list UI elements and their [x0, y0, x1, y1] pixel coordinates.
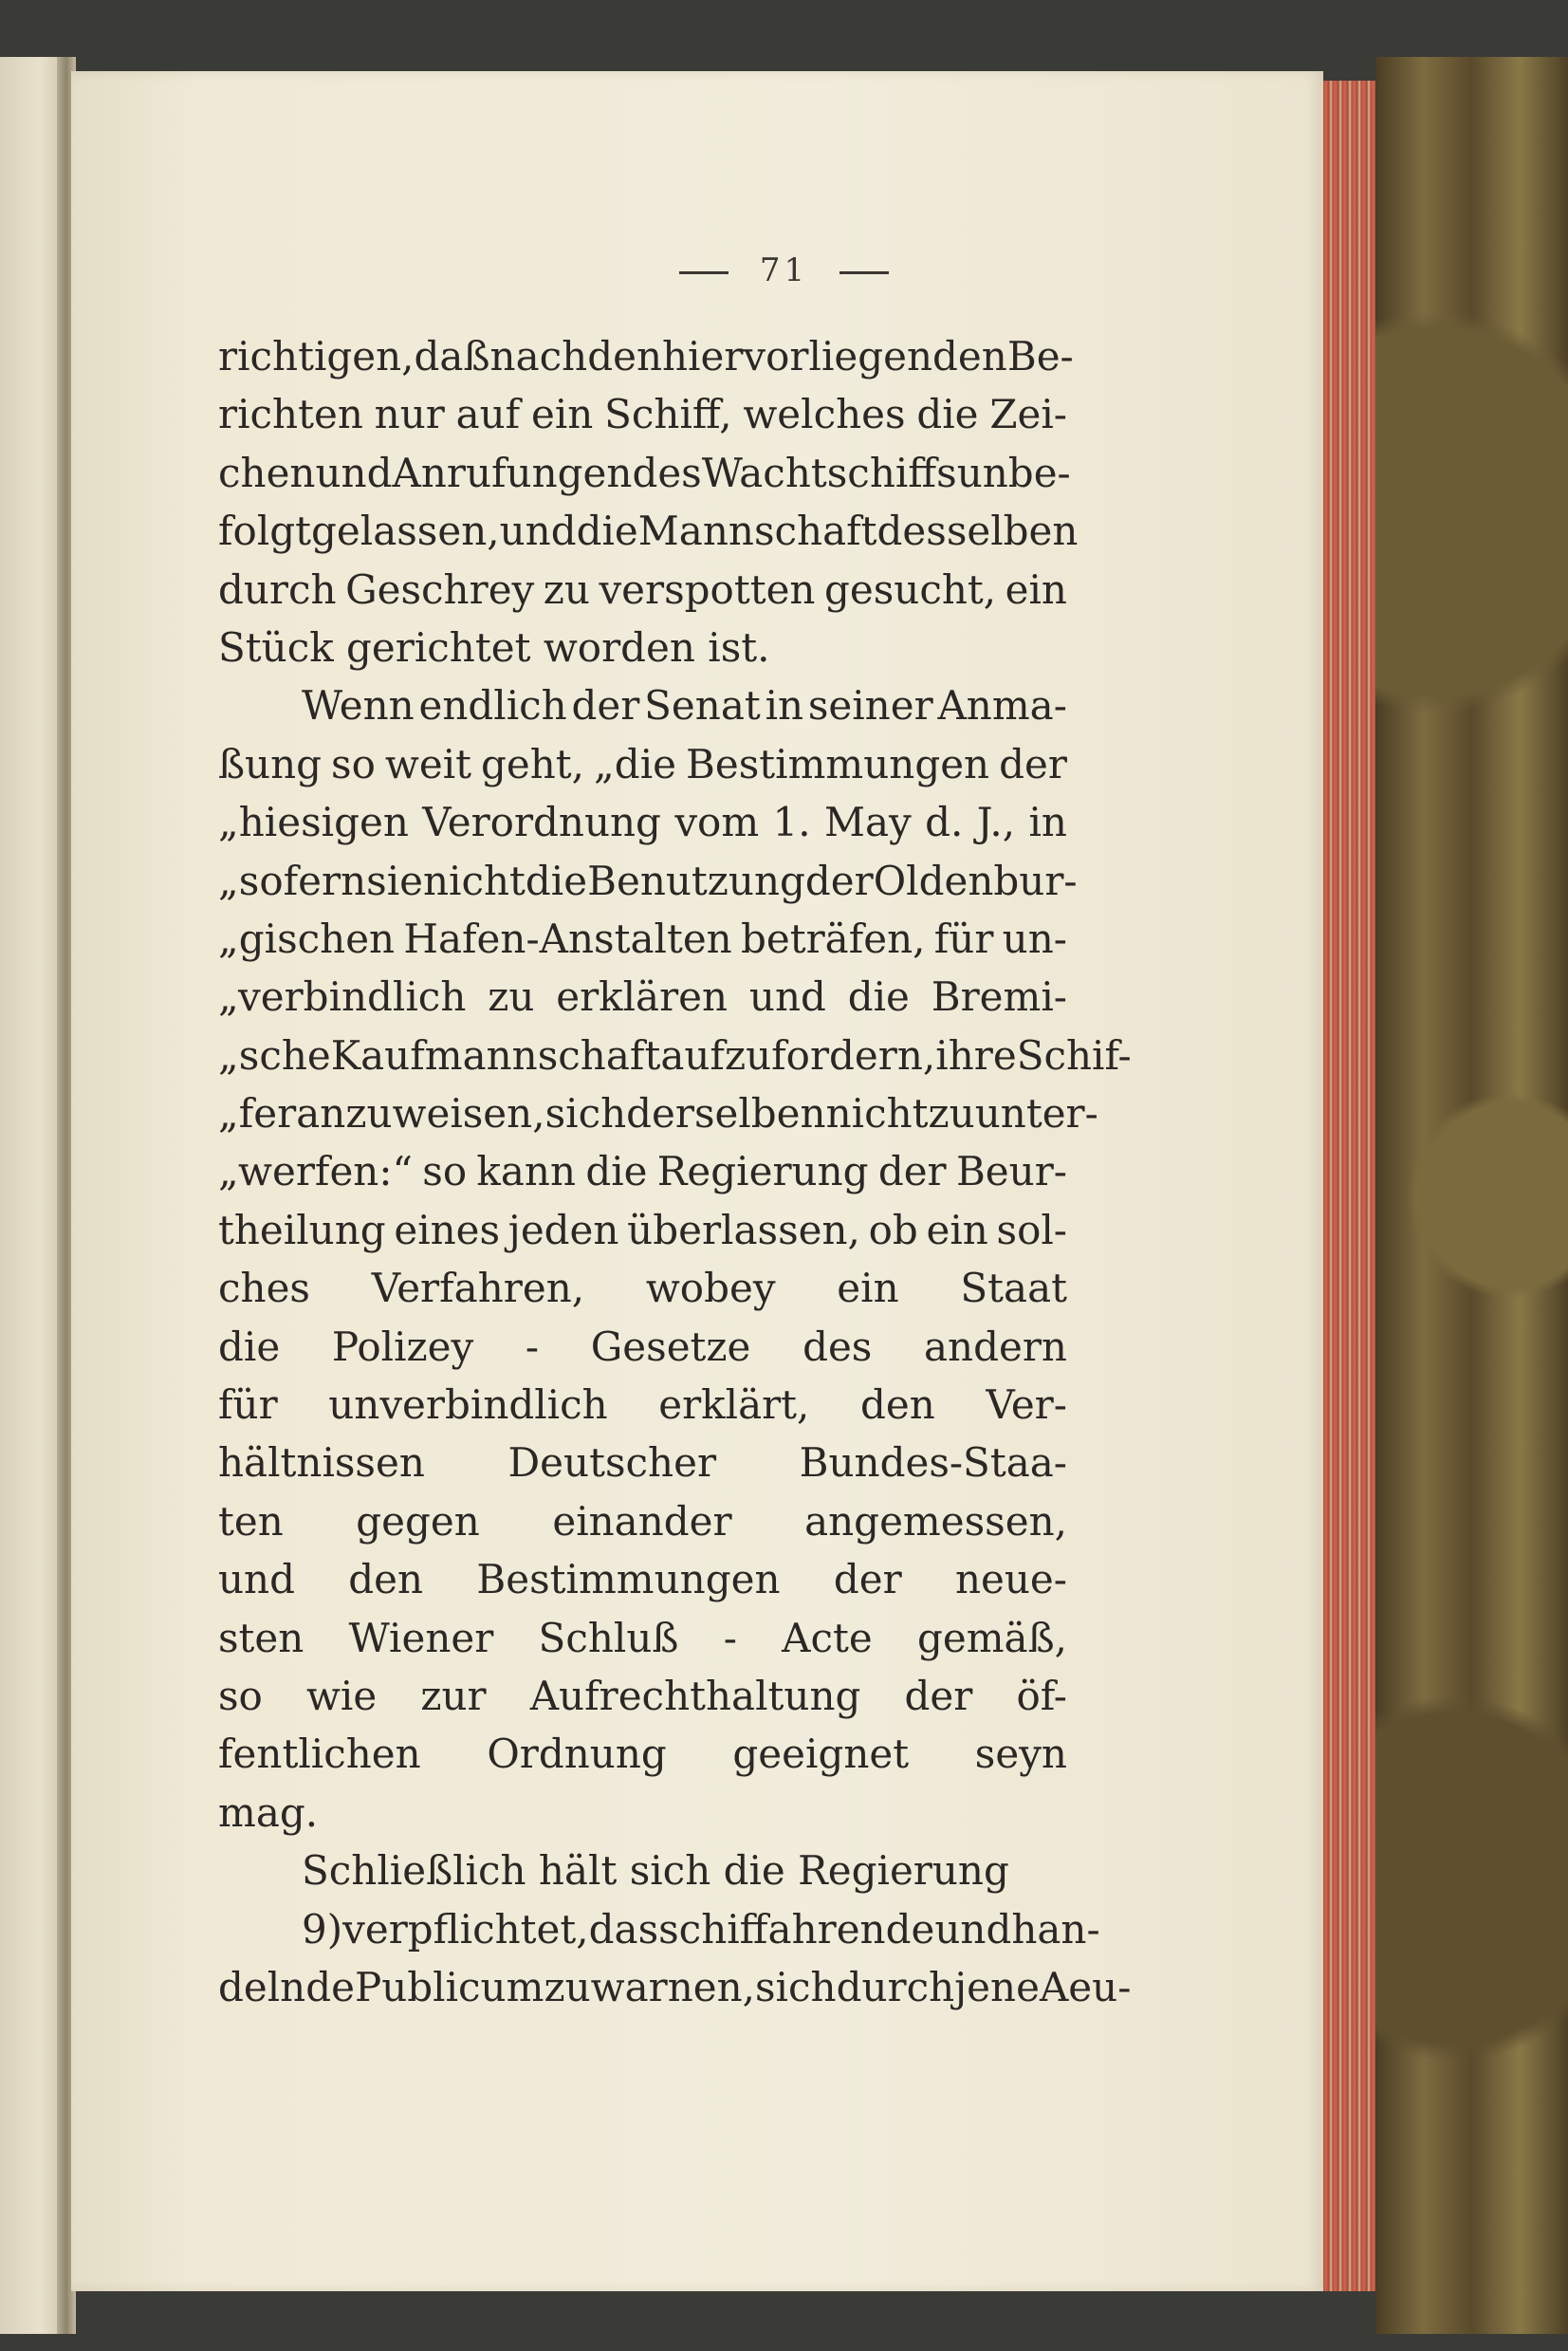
word: Hafen-Anstalten — [403, 915, 732, 962]
word: han- — [1011, 1905, 1100, 1953]
word: zu — [928, 1090, 975, 1138]
word: Staat — [960, 1265, 1067, 1312]
word: sten — [218, 1614, 304, 1661]
word: endlich — [418, 682, 567, 730]
word: „so — [218, 857, 284, 904]
word: daß — [414, 333, 490, 379]
word: erklärt, — [658, 1381, 810, 1429]
word: geeignet — [732, 1731, 910, 1778]
word: der — [804, 857, 874, 904]
text-line — [218, 1900, 1100, 1958]
word: unter- — [974, 1090, 1098, 1138]
text-line — [218, 1434, 1067, 1491]
word: Wachtschiffs — [701, 449, 957, 496]
word: Bestimmungen — [685, 740, 990, 787]
word: Bundes-Staa- — [799, 1439, 1067, 1487]
word: die — [576, 508, 638, 555]
word: Schif- — [1016, 1031, 1132, 1079]
word: in — [765, 682, 804, 730]
text-line — [218, 327, 1074, 385]
word: ein — [1005, 565, 1067, 613]
word: neue- — [954, 1556, 1067, 1603]
marbled-cover — [1375, 57, 1568, 2334]
word: Publicum — [354, 1963, 544, 2010]
word: und — [748, 973, 826, 1021]
word: Oldenbur- — [873, 857, 1078, 904]
word: theilung — [218, 1206, 386, 1253]
word: hältnissen — [218, 1439, 425, 1487]
word: für — [218, 1381, 278, 1429]
word: 1. — [772, 799, 811, 846]
word: ßung — [218, 740, 323, 787]
text-line — [218, 1725, 1067, 1783]
word: sich — [629, 1847, 724, 1895]
word: durch — [836, 1963, 955, 2010]
word: gegen — [356, 1497, 480, 1545]
word: nur — [374, 391, 445, 438]
word: Aufrechthaltung — [529, 1672, 861, 1719]
word: weit — [384, 740, 472, 787]
word: nicht — [825, 1090, 929, 1138]
page-edges — [1323, 81, 1375, 2291]
word: Bremi- — [931, 973, 1067, 1021]
word: Regierung — [656, 1148, 869, 1195]
body-text — [218, 327, 1132, 2016]
text-line — [218, 1667, 1067, 1725]
word: - — [723, 1614, 737, 1661]
word: ihre — [935, 1031, 1017, 1079]
word: Beur- — [955, 1148, 1067, 1195]
word: geht, — [481, 740, 585, 787]
word: unverbindlich — [328, 1381, 608, 1429]
word: und — [499, 508, 577, 555]
text-line — [218, 1842, 1067, 1899]
word: ches — [218, 1265, 310, 1312]
word: in — [1028, 799, 1067, 846]
word: auf — [455, 391, 521, 438]
word: des — [802, 1323, 873, 1370]
word: den — [348, 1556, 424, 1603]
word: Schließlich — [302, 1847, 539, 1895]
text-line — [218, 1376, 1067, 1434]
word: delnde — [218, 1963, 355, 2010]
word: die — [585, 1148, 648, 1195]
word: der — [999, 740, 1067, 787]
word: Senat — [644, 682, 761, 730]
text-line — [218, 1142, 1067, 1200]
word: Ordnung — [487, 1731, 667, 1778]
word: Geschrey — [345, 565, 535, 613]
word: wie — [305, 1672, 378, 1719]
word: fentlichen — [218, 1731, 421, 1778]
word: ein — [531, 391, 594, 438]
word: Anma- — [937, 682, 1067, 730]
word: Verordnung — [422, 799, 661, 846]
word: Regierung — [798, 1847, 1009, 1895]
text-line — [218, 1550, 1067, 1608]
word: die — [723, 1847, 799, 1895]
word: Benutzung — [587, 857, 805, 904]
word: andern — [924, 1323, 1067, 1370]
word: und — [934, 1905, 1012, 1953]
word: Verfahren, — [371, 1265, 585, 1312]
word: für — [933, 915, 994, 962]
word: 9) — [302, 1905, 343, 1953]
word: das — [588, 1905, 659, 1953]
word: überlassen, — [627, 1206, 860, 1253]
dash-left — [679, 271, 729, 274]
word: warnen, — [590, 1963, 755, 2010]
text-line — [218, 676, 1067, 734]
word: „die — [594, 740, 676, 787]
text-line — [218, 385, 1067, 443]
word: verpflichtet, — [342, 1905, 589, 1953]
word: Aeu- — [1039, 1963, 1132, 2010]
word: Polizey — [331, 1323, 474, 1370]
dash-right — [839, 271, 889, 274]
word: der — [571, 682, 640, 730]
text-line — [218, 1958, 1132, 2016]
text-line — [218, 444, 1071, 502]
text-line — [218, 502, 1079, 560]
word: „sche — [218, 1031, 331, 1079]
word: ein — [837, 1265, 899, 1312]
word: Wiener — [348, 1614, 494, 1661]
text-line — [218, 852, 1078, 910]
word: J., — [976, 799, 1016, 846]
word: vom — [674, 799, 760, 846]
word: der — [833, 1556, 902, 1603]
word: zu — [544, 1963, 591, 2010]
word: gesucht, — [823, 565, 997, 613]
word: Anrufungen — [392, 449, 633, 496]
word: seyn — [974, 1731, 1067, 1778]
word: „werfen:“ — [218, 1148, 413, 1195]
word: Wenn — [302, 682, 415, 730]
word: ist. — [708, 623, 770, 671]
word: Mannschaft — [637, 508, 877, 555]
word: die — [916, 391, 979, 438]
word: gemäß, — [916, 1614, 1067, 1661]
word: vorliegenden — [743, 333, 1007, 379]
word: ten — [218, 1497, 284, 1545]
word: des — [632, 449, 702, 496]
word: zu — [543, 565, 590, 613]
word: „verbindlich — [218, 973, 467, 1021]
text-line — [218, 1084, 1098, 1142]
text-line — [218, 968, 1067, 1026]
word: sol- — [996, 1206, 1067, 1253]
word: un- — [1002, 915, 1067, 962]
word: jeden — [507, 1206, 619, 1253]
word: eines — [394, 1206, 501, 1253]
word: Gesetze — [590, 1323, 751, 1370]
word: Stück — [218, 623, 347, 671]
word: und — [218, 1556, 295, 1603]
word: hier — [662, 333, 744, 379]
word: schiffahrende — [658, 1905, 935, 1953]
text-line — [218, 1784, 1067, 1842]
word: aufzufordern, — [660, 1031, 936, 1079]
word: mag. — [218, 1788, 319, 1836]
word: folgt — [218, 508, 312, 555]
word: richtigen, — [218, 333, 415, 379]
word: Schluß — [538, 1614, 679, 1661]
word: „fer — [218, 1090, 297, 1138]
word: d. — [925, 799, 964, 846]
page-number: 71 — [759, 251, 809, 289]
word: Ver- — [986, 1381, 1067, 1429]
word: seiner — [807, 682, 933, 730]
word: der — [904, 1672, 973, 1719]
word: Deutscher — [507, 1439, 717, 1487]
word: fern — [283, 857, 367, 904]
word: hält — [538, 1847, 630, 1895]
word: so — [422, 1148, 468, 1195]
word: unbe- — [956, 449, 1071, 496]
word: so — [331, 740, 376, 787]
word: worden — [543, 623, 709, 671]
word: „hiesigen — [218, 799, 409, 846]
word: gerichtet — [346, 623, 544, 671]
text-line — [218, 1318, 1067, 1376]
text-line — [218, 561, 1067, 619]
word: wobey — [645, 1265, 776, 1312]
word: - — [525, 1323, 540, 1370]
word: anzuweisen, — [296, 1090, 545, 1138]
word: einander — [552, 1497, 732, 1545]
word: zur — [420, 1672, 487, 1719]
text-line — [218, 735, 1067, 793]
text-line — [218, 1609, 1067, 1667]
word: sie — [366, 857, 423, 904]
word: nach — [489, 333, 588, 379]
word: Be- — [1006, 333, 1074, 379]
word: der — [877, 1148, 947, 1195]
word: welches — [743, 391, 906, 438]
word: desselben — [876, 508, 1079, 555]
word: verspotten — [599, 565, 816, 613]
word: May — [824, 799, 912, 846]
word: Schiff, — [604, 391, 732, 438]
word: beträfen, — [740, 915, 926, 962]
word: die — [525, 857, 588, 904]
word: Bestimmungen — [476, 1556, 781, 1603]
word: derselben — [626, 1090, 826, 1138]
word: angemessen, — [804, 1497, 1067, 1545]
page-number-header — [0, 251, 1568, 289]
text-line — [218, 1027, 1132, 1084]
text-line — [218, 619, 1067, 676]
word: Kaufmannschaft — [330, 1031, 661, 1079]
word: so — [218, 1672, 263, 1719]
word: zu — [488, 973, 535, 1021]
word: die — [847, 973, 910, 1021]
word: nicht — [422, 857, 526, 904]
word: Zei- — [989, 391, 1067, 438]
word: die — [218, 1323, 281, 1370]
word: ein — [926, 1206, 988, 1253]
word: richten — [218, 391, 363, 438]
text-line — [218, 910, 1067, 968]
word: den — [859, 1381, 935, 1429]
word: und — [315, 449, 393, 496]
word: sich — [544, 1090, 627, 1138]
word: durch — [218, 565, 337, 613]
word: den — [587, 333, 662, 379]
word: chen — [218, 449, 316, 496]
text-line — [218, 1492, 1067, 1550]
word: Acte — [782, 1614, 873, 1661]
word: jene — [954, 1963, 1040, 2010]
word: ob — [868, 1206, 918, 1253]
text-line — [218, 793, 1067, 851]
word: „gischen — [218, 915, 396, 962]
text-line — [218, 1201, 1067, 1259]
word: erklären — [556, 973, 729, 1021]
word: kann — [476, 1148, 577, 1195]
text-line — [218, 1259, 1067, 1317]
word: öf- — [1016, 1672, 1067, 1719]
word: sich — [755, 1963, 837, 2010]
word: gelassen, — [311, 508, 500, 555]
